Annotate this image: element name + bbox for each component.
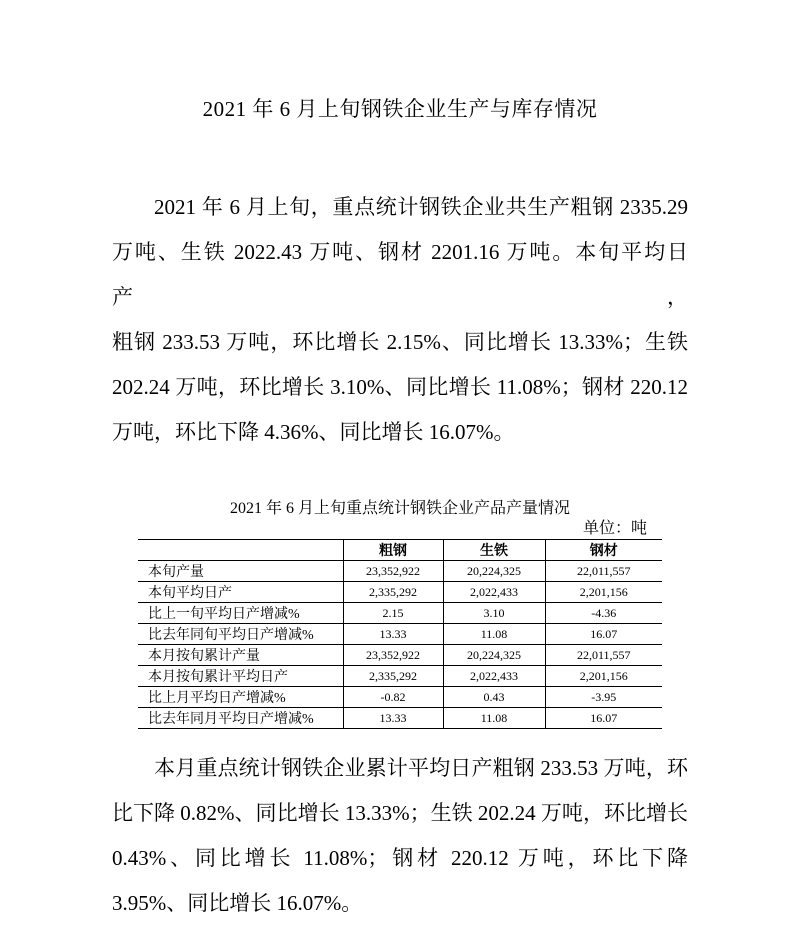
row-label: 比上一旬平均日产增减% — [148, 607, 300, 622]
row-label: 本旬产量 — [148, 565, 204, 580]
table-cell: 2,335,292 — [343, 666, 443, 687]
table-cell: 0.43 — [443, 687, 545, 708]
table-row — [138, 645, 662, 666]
column-header-steel-products: 钢材 — [545, 540, 662, 561]
table-row — [138, 582, 662, 603]
row-label: 比去年同旬平均日产增减% — [148, 628, 314, 643]
table-cell: 11.08 — [443, 708, 545, 729]
paragraph-line: 粗钢 233.53 万吨，环比增长 2.15%、同比增长 13.33%；生铁 — [112, 330, 688, 354]
table-cell: 2,022,433 — [443, 582, 545, 603]
table-cell: 2,335,292 — [343, 582, 443, 603]
paragraph-line: 万吨、生铁 2022.43 万吨、钢材 2201.16 万吨。本旬平均日产， — [112, 240, 688, 309]
table-row — [138, 561, 662, 582]
table-caption: 2021 年 6 月上旬重点统计钢铁企业产品产量情况 — [229, 500, 570, 517]
paragraph-line: 比下降 0.82%、同比增长 13.33%；生铁 202.24 万吨，环比增长 — [112, 801, 688, 825]
paragraph-line: 202.24 万吨，环比增长 3.10%、同比增长 11.08%；钢材 220.12 — [112, 375, 688, 399]
column-header-pig-iron: 生铁 — [443, 540, 545, 561]
row-label: 本月按旬累计产量 — [148, 649, 260, 664]
paragraph-line: 3.95%、同比增长 16.07%。 — [112, 891, 363, 915]
table-corner-cell — [138, 540, 343, 561]
summary-paragraph — [112, 746, 688, 926]
table-cell: 16.07 — [545, 708, 662, 729]
table-cell: 3.10 — [443, 603, 545, 624]
intro-paragraph — [112, 185, 688, 455]
table-row — [138, 603, 662, 624]
table-cell: 13.33 — [343, 624, 443, 645]
table-cell: 23,352,922 — [343, 561, 443, 582]
paragraph-line: 万吨，环比下降 4.36%、同比增长 16.07%。 — [112, 420, 515, 444]
paragraph-line: 0.43%、同比增长 11.08%；钢材 220.12 万吨，环比下降 — [112, 846, 688, 870]
paragraph-line: 2021 年 6 月上旬，重点统计钢铁企业共生产粗钢 2335.29 — [154, 195, 688, 219]
table-cell: -0.82 — [343, 687, 443, 708]
table-cell: 11.08 — [443, 624, 545, 645]
table-cell: 22,011,557 — [545, 561, 662, 582]
table-cell: -3.95 — [545, 687, 662, 708]
table-cell: 2,201,156 — [545, 582, 662, 603]
table-cell: 23,352,922 — [343, 645, 443, 666]
table-cell: 20,224,325 — [443, 645, 545, 666]
table-cell: 22,011,557 — [545, 645, 662, 666]
table-cell: 2,022,433 — [443, 666, 545, 687]
table-cell: 13.33 — [343, 708, 443, 729]
row-label: 本旬平均日产 — [148, 586, 232, 601]
table-row — [138, 687, 662, 708]
table-cell: 2,201,156 — [545, 666, 662, 687]
table-row — [138, 708, 662, 729]
table-row — [138, 624, 662, 645]
table-row — [138, 666, 662, 687]
table-header-row — [138, 540, 662, 561]
document-title: 2021 年 6 月上旬钢铁企业生产与库存情况 — [202, 97, 598, 121]
table-unit-label: 单位：吨 — [582, 520, 647, 537]
row-label: 比去年同月平均日产增减% — [148, 712, 314, 727]
production-table-section — [138, 519, 662, 729]
paragraph-line: 本月重点统计钢铁企业累计平均日产粗钢 233.53 万吨，环 — [154, 756, 688, 780]
table-cell: 20,224,325 — [443, 561, 545, 582]
table-cell: 2.15 — [343, 603, 443, 624]
column-header-crude-steel: 粗钢 — [343, 540, 443, 561]
row-label: 比上月平均日产增减% — [148, 691, 286, 706]
table-cell: 16.07 — [545, 624, 662, 645]
table-cell: -4.36 — [545, 603, 662, 624]
production-table — [138, 539, 662, 729]
row-label: 本月按旬累计平均日产 — [148, 670, 288, 685]
